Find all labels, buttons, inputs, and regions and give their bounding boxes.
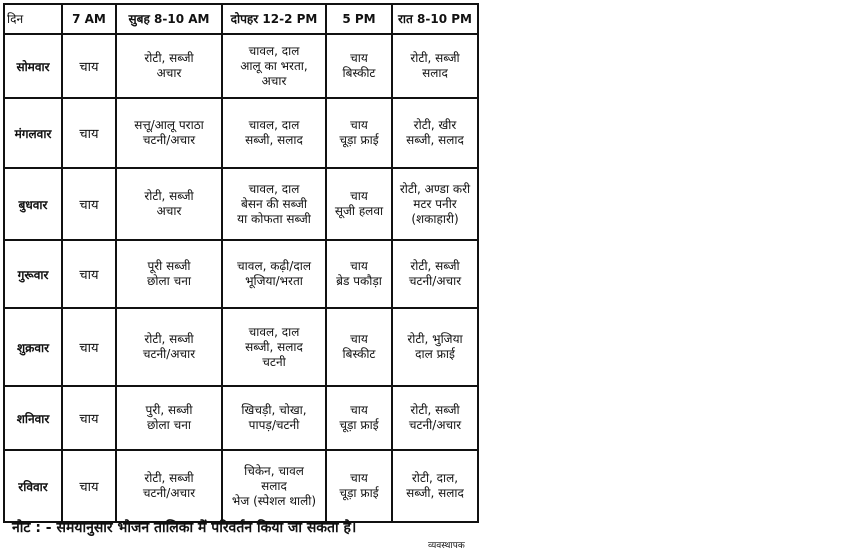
menu-item-line: चूड़ा फ्राई bbox=[339, 418, 379, 432]
menu-item-line: चाय bbox=[350, 259, 368, 273]
header-7am: 7 AM bbox=[62, 4, 116, 34]
day-cell: सोमवार bbox=[4, 34, 62, 98]
cell-7am: चाय bbox=[62, 450, 116, 522]
cell-noon bbox=[222, 308, 326, 386]
table-row bbox=[4, 450, 478, 522]
cell-noon bbox=[222, 240, 326, 308]
header-night: रात 8-10 PM bbox=[392, 4, 478, 34]
menu-item-line: ब्रेड पकौड़ा bbox=[336, 274, 382, 288]
cell-night bbox=[392, 308, 478, 386]
menu-item-line: चाय bbox=[350, 51, 368, 65]
menu-item-line: छोला चना bbox=[147, 418, 191, 432]
cell-noon bbox=[222, 34, 326, 98]
cell-noon bbox=[222, 386, 326, 450]
cell-morning bbox=[116, 168, 222, 240]
note-text: नोट : - समयानुसार भोजन तालिका में परिवर्तन किया जा सकता है। bbox=[12, 520, 357, 536]
menu-item-line: चटनी/अचार bbox=[142, 347, 196, 361]
menu-item-line: बिस्कीट bbox=[342, 347, 376, 361]
menu-item-line: चटनी/अचार bbox=[408, 418, 462, 432]
table-row bbox=[4, 240, 478, 308]
cell-evening5 bbox=[326, 98, 392, 168]
menu-item-line: रोटी, अण्डा करी bbox=[399, 181, 471, 196]
menu-item-line: चाय bbox=[350, 189, 368, 203]
menu-item-line: अचार bbox=[156, 66, 182, 80]
menu-item-line: बेसन की सब्जी bbox=[240, 196, 307, 211]
cell-7am: चाय bbox=[62, 34, 116, 98]
cell-morning bbox=[116, 240, 222, 308]
cell-evening5 bbox=[326, 308, 392, 386]
cell-noon bbox=[222, 98, 326, 168]
menu-item-line: पुरी, सब्जी bbox=[145, 403, 193, 417]
menu-item-line: सूजी हलवा bbox=[334, 204, 384, 218]
menu-item-line: चिकेन, चावल bbox=[244, 463, 304, 478]
menu-item-line: सब्जी, सलाद bbox=[245, 339, 303, 354]
menu-item-line: अचार bbox=[156, 204, 182, 218]
day-cell: बुधवार bbox=[4, 168, 62, 240]
menu-item-line: रोटी, सब्जी bbox=[410, 403, 460, 417]
menu-item-line: चाय bbox=[350, 403, 368, 417]
cell-noon bbox=[222, 168, 326, 240]
menu-item-line: खिचड़ी, चोखा, bbox=[241, 403, 307, 417]
menu-item-line: रोटी, सब्जी bbox=[144, 332, 194, 346]
menu-sheet bbox=[3, 3, 479, 523]
menu-item-line: सलाद bbox=[261, 478, 287, 493]
menu-item-line: या कोफता सब्जी bbox=[237, 211, 311, 226]
table-row bbox=[4, 98, 478, 168]
menu-item-line: सब्जी, सलाद bbox=[245, 133, 303, 147]
header-row bbox=[4, 4, 478, 34]
cell-morning bbox=[116, 386, 222, 450]
cell-7am: चाय bbox=[62, 168, 116, 240]
cell-night bbox=[392, 386, 478, 450]
cell-morning bbox=[116, 308, 222, 386]
day-cell: रविवार bbox=[4, 450, 62, 522]
menu-item-line: सत्तू/आलू पराठा bbox=[134, 118, 204, 132]
menu-item-line: भूजिया/भरता bbox=[245, 274, 303, 288]
menu-item-line: चूड़ा फ्राई bbox=[339, 133, 379, 147]
day-cell: गुरूवार bbox=[4, 240, 62, 308]
cell-evening5 bbox=[326, 386, 392, 450]
cell-night bbox=[392, 34, 478, 98]
cell-noon bbox=[222, 450, 326, 522]
menu-item-line: दाल फ्राई bbox=[415, 347, 455, 361]
menu-item-line: अचार bbox=[261, 73, 287, 88]
manager-signature: व्यवस्थापक bbox=[428, 541, 465, 551]
header-5pm: 5 PM bbox=[326, 4, 392, 34]
cell-morning bbox=[116, 98, 222, 168]
menu-item-line: चावल, दाल bbox=[248, 181, 300, 196]
menu-item-line: चाय bbox=[350, 118, 368, 132]
header-noon: दोपहर 12-2 PM bbox=[222, 4, 326, 34]
menu-item-line: चावल, दाल bbox=[248, 324, 300, 339]
cell-night bbox=[392, 168, 478, 240]
menu-item-line: चटनी bbox=[262, 354, 286, 369]
menu-item-line: भेज (स्पेशल थाली) bbox=[231, 493, 317, 508]
cell-evening5 bbox=[326, 168, 392, 240]
menu-item-line: चावल, दाल bbox=[248, 118, 300, 132]
cell-night bbox=[392, 240, 478, 308]
menu-item-line: सब्जी, सलाद bbox=[406, 133, 464, 147]
menu-item-line: आलू का भरता, bbox=[240, 58, 308, 73]
menu-item-line: चावल, दाल bbox=[248, 43, 300, 58]
menu-item-line: चाय bbox=[350, 471, 368, 485]
cell-morning bbox=[116, 450, 222, 522]
cell-evening5 bbox=[326, 34, 392, 98]
table-row bbox=[4, 34, 478, 98]
menu-item-line: सलाद bbox=[422, 66, 448, 80]
menu-item-line: (शकाहारी) bbox=[411, 211, 459, 226]
header-day: दिन bbox=[4, 4, 62, 34]
menu-item-line: चाय bbox=[350, 332, 368, 346]
cell-7am: चाय bbox=[62, 308, 116, 386]
table-row bbox=[4, 168, 478, 240]
menu-item-line: मटर पनीर bbox=[413, 196, 457, 211]
menu-item-line: बिस्कीट bbox=[342, 66, 376, 80]
cell-morning bbox=[116, 34, 222, 98]
menu-item-line: चटनी/अचार bbox=[408, 274, 462, 288]
menu-item-line: चावल, कढ़ी/दाल bbox=[237, 259, 311, 273]
day-cell: शनिवार bbox=[4, 386, 62, 450]
day-cell: शुक्रवार bbox=[4, 308, 62, 386]
meal-schedule-table bbox=[3, 3, 479, 523]
menu-item-line: रोटी, सब्जी bbox=[410, 51, 460, 65]
cell-night bbox=[392, 450, 478, 522]
menu-item-line: रोटी, सब्जी bbox=[144, 51, 194, 65]
menu-item-line: रोटी, सब्जी bbox=[410, 259, 460, 273]
cell-evening5 bbox=[326, 240, 392, 308]
menu-item-line: चूड़ा फ्राई bbox=[339, 486, 379, 500]
cell-evening5 bbox=[326, 450, 392, 522]
table-row bbox=[4, 386, 478, 450]
menu-item-line: छोला चना bbox=[147, 274, 191, 288]
cell-7am: चाय bbox=[62, 240, 116, 308]
cell-7am: चाय bbox=[62, 386, 116, 450]
cell-night bbox=[392, 98, 478, 168]
menu-item-line: रोटी, सब्जी bbox=[144, 189, 194, 203]
menu-item-line: रोटी, दाल, bbox=[411, 471, 459, 485]
menu-item-line: पूरी सब्जी bbox=[147, 259, 191, 273]
day-cell: मंगलवार bbox=[4, 98, 62, 168]
menu-item-line: रोटी, भुजिया bbox=[407, 332, 463, 346]
menu-item-line: रोटी, सब्जी bbox=[144, 471, 194, 485]
header-morning: सुबह 8-10 AM bbox=[116, 4, 222, 34]
table-body bbox=[4, 34, 478, 522]
menu-item-line: सब्जी, सलाद bbox=[406, 486, 464, 500]
menu-item-line: चटनी/अचार bbox=[142, 133, 196, 147]
menu-item-line: चटनी/अचार bbox=[142, 486, 196, 500]
cell-7am: चाय bbox=[62, 98, 116, 168]
table-row bbox=[4, 308, 478, 386]
menu-item-line: पापड़/चटनी bbox=[248, 418, 300, 432]
menu-item-line: रोटी, खीर bbox=[413, 118, 457, 132]
